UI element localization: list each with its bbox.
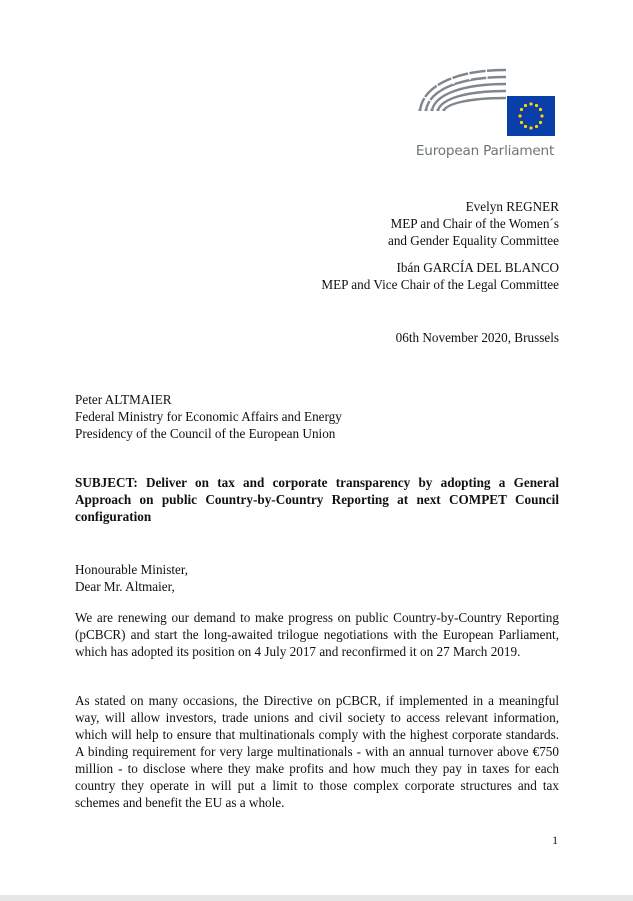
signatory-role-line: MEP and Chair of the Women´s [390, 216, 559, 231]
signatory-role-line: and Gender Equality Committee [387, 233, 559, 248]
signatories-block [321, 198, 559, 293]
recipient-line: Federal Ministry for Economic Affairs and Energy [75, 409, 342, 424]
hemicycle-icon [414, 66, 556, 138]
page-number: 1 [552, 835, 558, 847]
recipient-name: Peter ALTMAIER [75, 392, 172, 407]
subject-line: SUBJECT: Deliver on tax and corporate transparency by adopting a General Approach on public Country-by-Country Reporting at next COMPET Council configuration [75, 475, 559, 524]
salutation-formal: Honourable Minister, [75, 562, 189, 577]
body-paragraph: As stated on many occasions, the Directive on pCBCR, if implemented in a meaningful way, will allow investors, trade unions and civil society to access relevant information, which will help to ensure that multinationals comply with the highest corporate standards. A binding requirement for very large multinationals - with an annual turnover above €750 million - to disclose where they make profits and how much they pay in taxes for each country they operate in will put a limit to those complex corporate structures and tax schemes and benefit the EU as a whole. [75, 693, 559, 810]
eu-flag-icon [507, 96, 555, 136]
signatory-regner [321, 198, 559, 249]
logo-wordmark: European Parliament [415, 143, 555, 159]
signatory-name: Ibán GARCÍA DEL BLANCO [396, 260, 559, 275]
signatory-role-line: MEP and Vice Chair of the Legal Committee [321, 277, 559, 292]
salutation-personal: Dear Mr. Altmaier, [75, 579, 175, 594]
page-bottom-edge [0, 895, 633, 901]
recipient-block [75, 391, 342, 442]
body-paragraph: We are renewing our demand to make progress on public Country-by-Country Reporting (pCBCR) and start the long-awaited trilogue negotiations with the European Parliament, which has adopted its position on 4 July 2017 and reconfirmed it on 27 March 2019. [75, 610, 559, 659]
signatory-garcia-del-blanco [321, 259, 559, 293]
european-parliament-logo [414, 66, 556, 162]
recipient-line: Presidency of the Council of the European Union [75, 426, 336, 441]
greeting-block [75, 561, 188, 595]
letter-date: 06th November 2020, Brussels [395, 330, 559, 345]
signatory-name: Evelyn REGNER [465, 199, 559, 214]
